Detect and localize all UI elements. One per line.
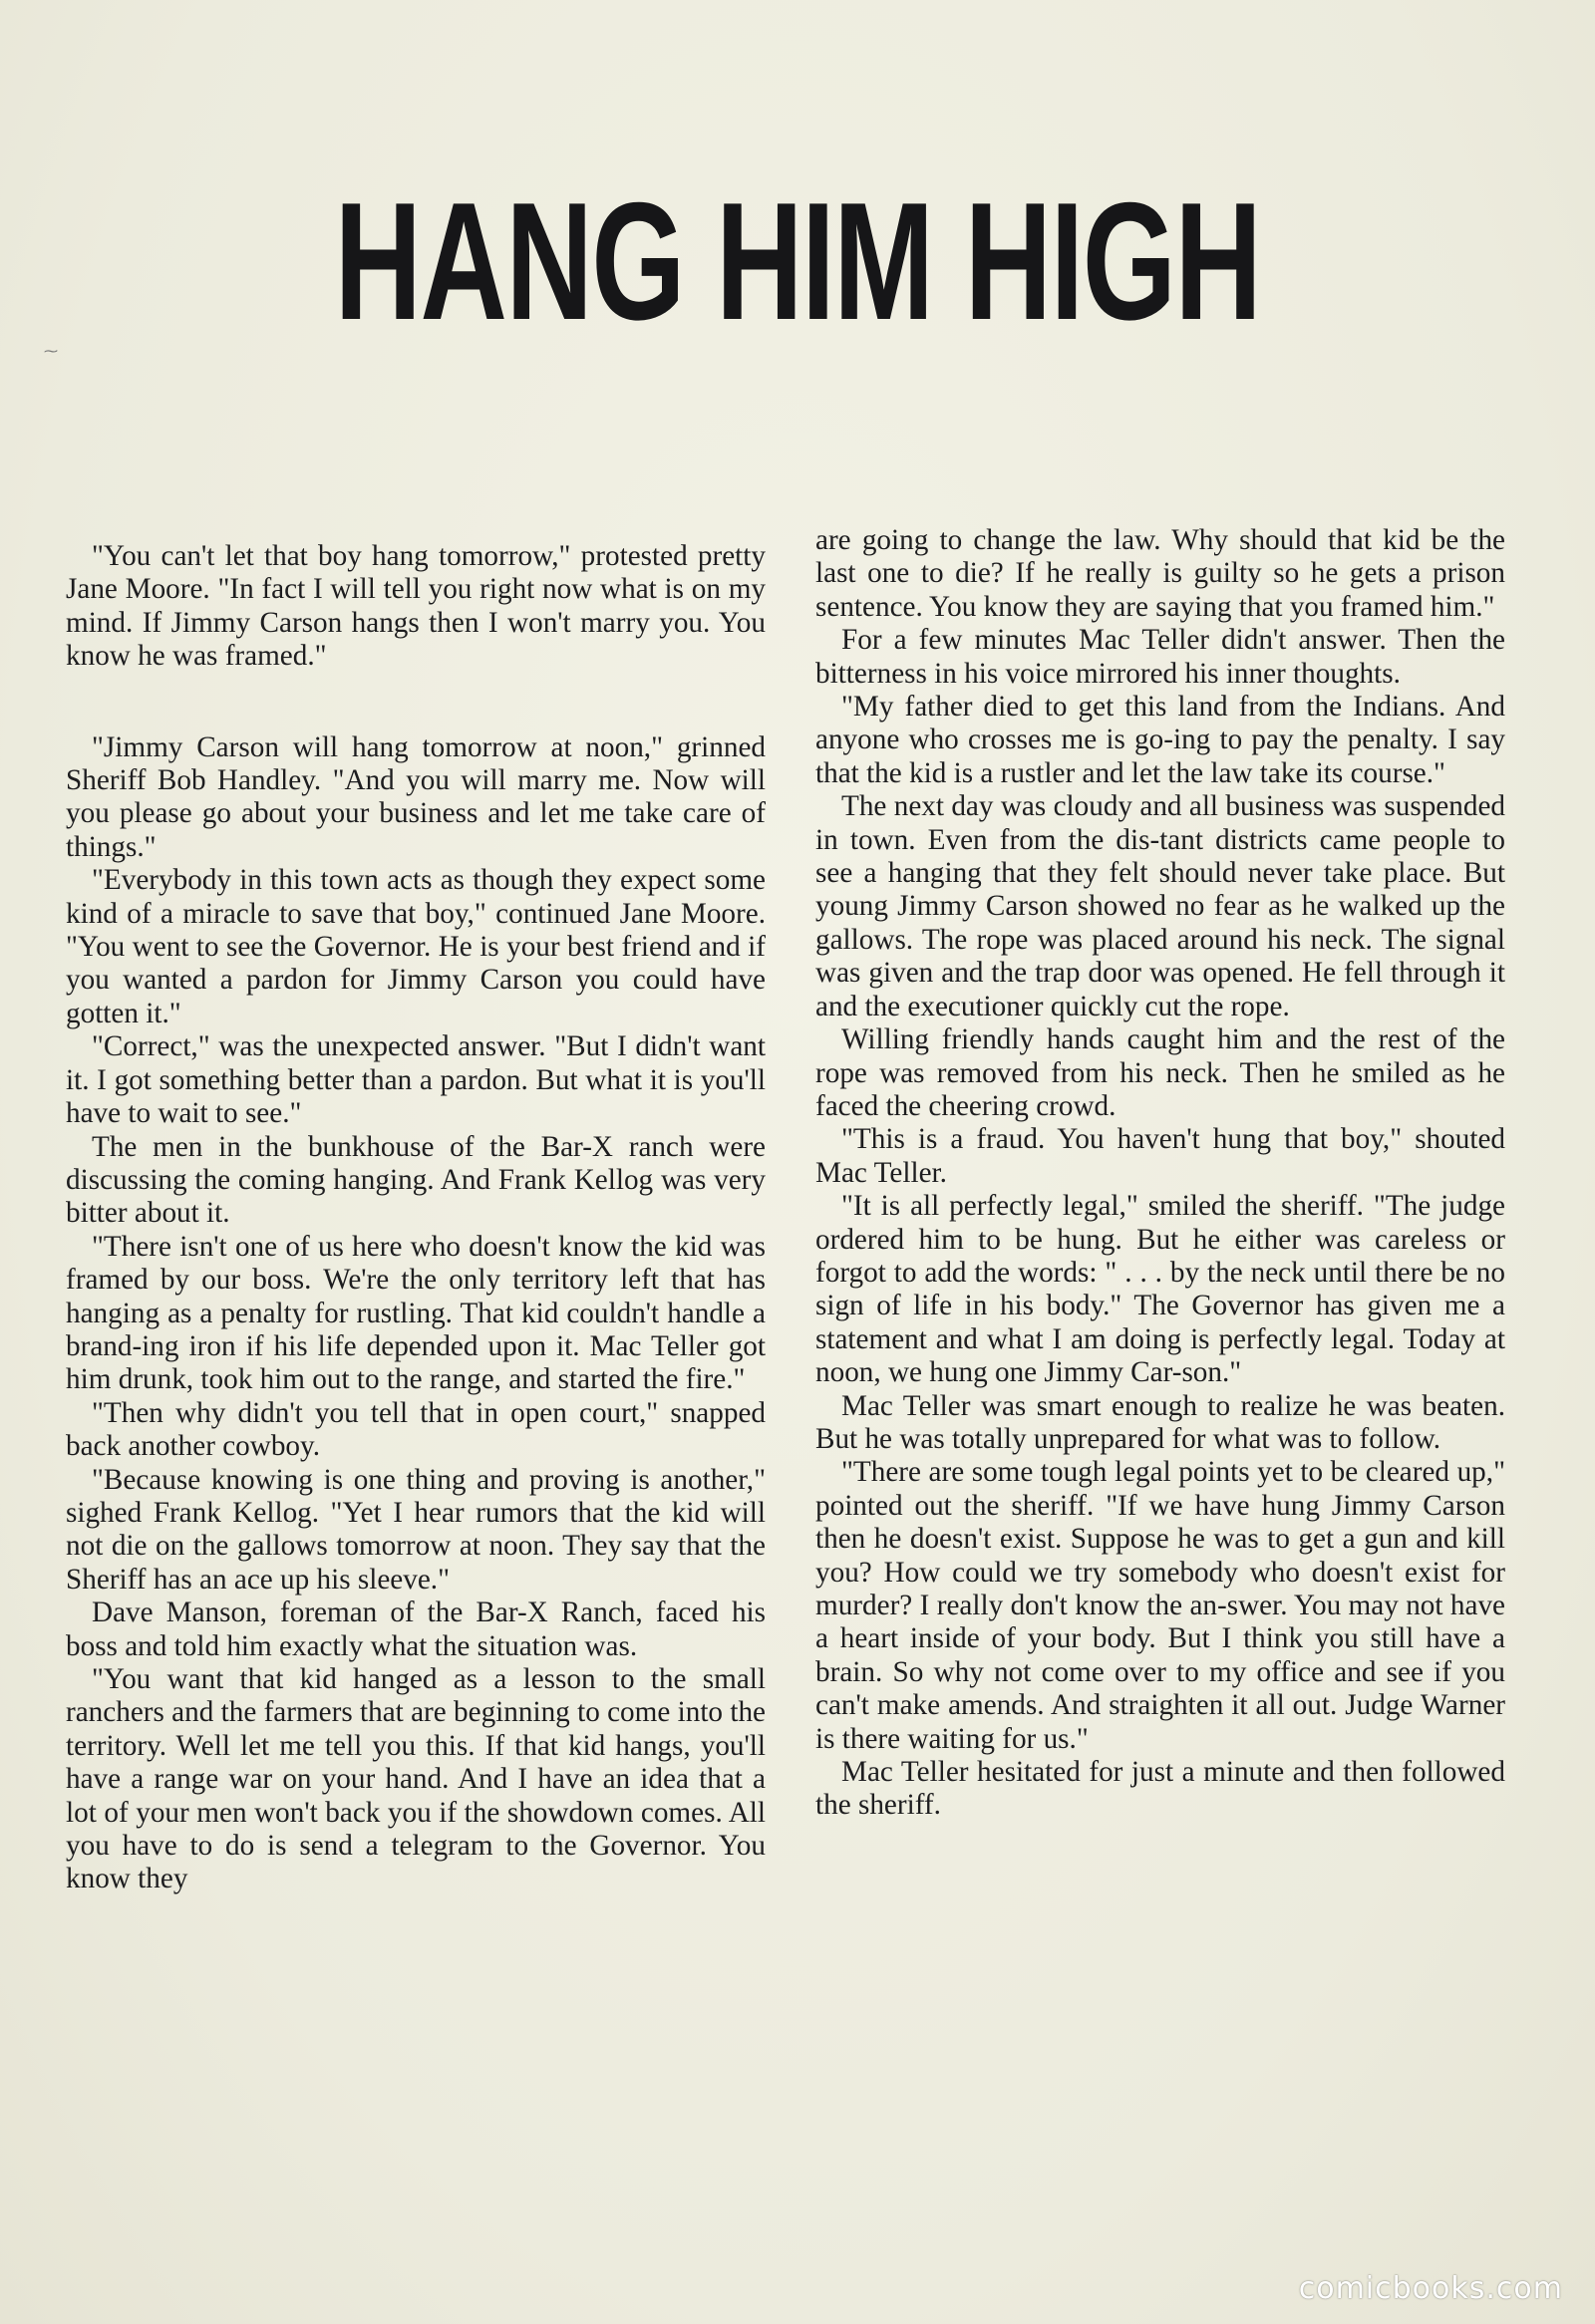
paragraph: "You can't let that boy hang tomorrow," protested pretty Jane Moore. "In fact I will tell you right now what is on my mind. If Jimmy Carson hangs then I won't marry you. You know he was framed." (66, 540, 766, 673)
paragraph: "Jimmy Carson will hang tomorrow at noon," grinned Sheriff Bob Handley. "And you will marry me. Now will you please go about your business and let me take care of things." (66, 730, 766, 863)
left-text-column (66, 540, 766, 1896)
paragraph: are going to change the law. Why should that kid be the last one to die? If he really is guilty so he gets a prison sentence. You know they are saying that you framed him." (815, 524, 1505, 623)
paragraph: "Correct," was the unexpected answer. "But I didn't want it. I got something better than a pardon. But what it is you'll have to wait to see." (66, 1030, 766, 1130)
smudge-mark: ⁓ (44, 344, 58, 360)
paragraph: "This is a fraud. You haven't hung that boy," shouted Mac Teller. (815, 1123, 1505, 1189)
paragraph: "There isn't one of us here who doesn't know the kid was framed by our boss. We're the only territory left that has hanging as a penalty for rustling. That kid couldn't handle a brand-ing iron if his life depended upon it. Mac Teller got him drunk, took him out to the range, and started the fire." (66, 1230, 766, 1396)
paragraph: "There are some tough legal points yet to be cleared up," pointed out the sheriff. "If we have hung Jimmy Carson then he doesn't exist. Suppose he was to get a gun and kill you? How could we try somebody who doesn't exist for murder? I really don't know the an-swer. You may not have a heart inside of your body. But I think you still have a brain. So why not come over to my office and see if you can't make amends. And straighten it all out. Judge Warner is there waiting for us." (815, 1456, 1505, 1755)
paragraph: For a few minutes Mac Teller didn't answer. Then the bitterness in his voice mirrored his inner thoughts. (815, 624, 1505, 690)
paragraph: "Then why didn't you tell that in open court," snapped back another cowboy. (66, 1396, 766, 1463)
paragraph: The men in the bunkhouse of the Bar-X ranch were discussing the coming hanging. And Frank Kellog was very bitter about it. (66, 1130, 766, 1230)
paragraph: Willing friendly hands caught him and the rest of the rope was removed from his neck. Then he smiled as he faced the cheering crowd. (815, 1023, 1505, 1122)
paragraph: "Because knowing is one thing and proving is another," sighed Frank Kellog. "Yet I hear rumors that the kid will not die on the gallows tomorrow at noon. They say that the Sheriff has an ace up his sleeve." (66, 1463, 766, 1596)
paragraph: Dave Manson, foreman of the Bar-X Ranch, faced his boss and told him exactly what the situation was. (66, 1597, 766, 1662)
paragraph: Mac Teller was smart enough to realize he was beaten. But he was totally unprepared for what was to follow. (815, 1389, 1505, 1455)
paragraph: "You want that kid hanged as a lesson to the small ranchers and the farmers that are beginning to come into the territory. Well let me tell you this. If that kid hangs, you'll have a range war on your hand. And I have an idea that a lot of your men won't back you if the showdown comes. All you have to do is send a telegram to the Governor. You know they (66, 1663, 766, 1895)
site-watermark: comicbooks.com (1298, 2271, 1563, 2306)
paragraph: Mac Teller hesitated for just a minute and then followed the sheriff. (815, 1756, 1505, 1822)
paragraph: "My father died to get this land from the Indians. And anyone who crosses me is go-ing to pay the penalty. I say that the kid is a rustler and let the law take its course." (815, 691, 1505, 789)
right-text-column (815, 524, 1505, 1823)
story-title: HANG HIM HIGH (334, 167, 1261, 355)
paragraph: "It is all perfectly legal," smiled the sheriff. "The judge ordered him to be hung. But he either was careless or forgot to add the words: " . . . by the neck until there be no sign of life in his body." The Governor has given me a statement and what I am doing is perfectly legal. Today at noon, we hung one Jimmy Car-son." (815, 1190, 1505, 1389)
paragraph: The next day was cloudy and all business was suspended in town. Even from the dis-tant districts came people to see a hanging that they felt should never take place. But young Jimmy Carson showed no fear as he walked up the gallows. The rope was placed around his neck. The signal was given and the trap door was opened. He fell through it and the executioner quickly cut the rope. (815, 790, 1505, 1022)
paragraph: "Everybody in this town acts as though they expect some kind of a miracle to save that boy," continued Jane Moore. "You went to see the Governor. He is your best friend and if you wanted a pardon for Jimmy Carson you could have gotten it." (66, 864, 766, 1029)
